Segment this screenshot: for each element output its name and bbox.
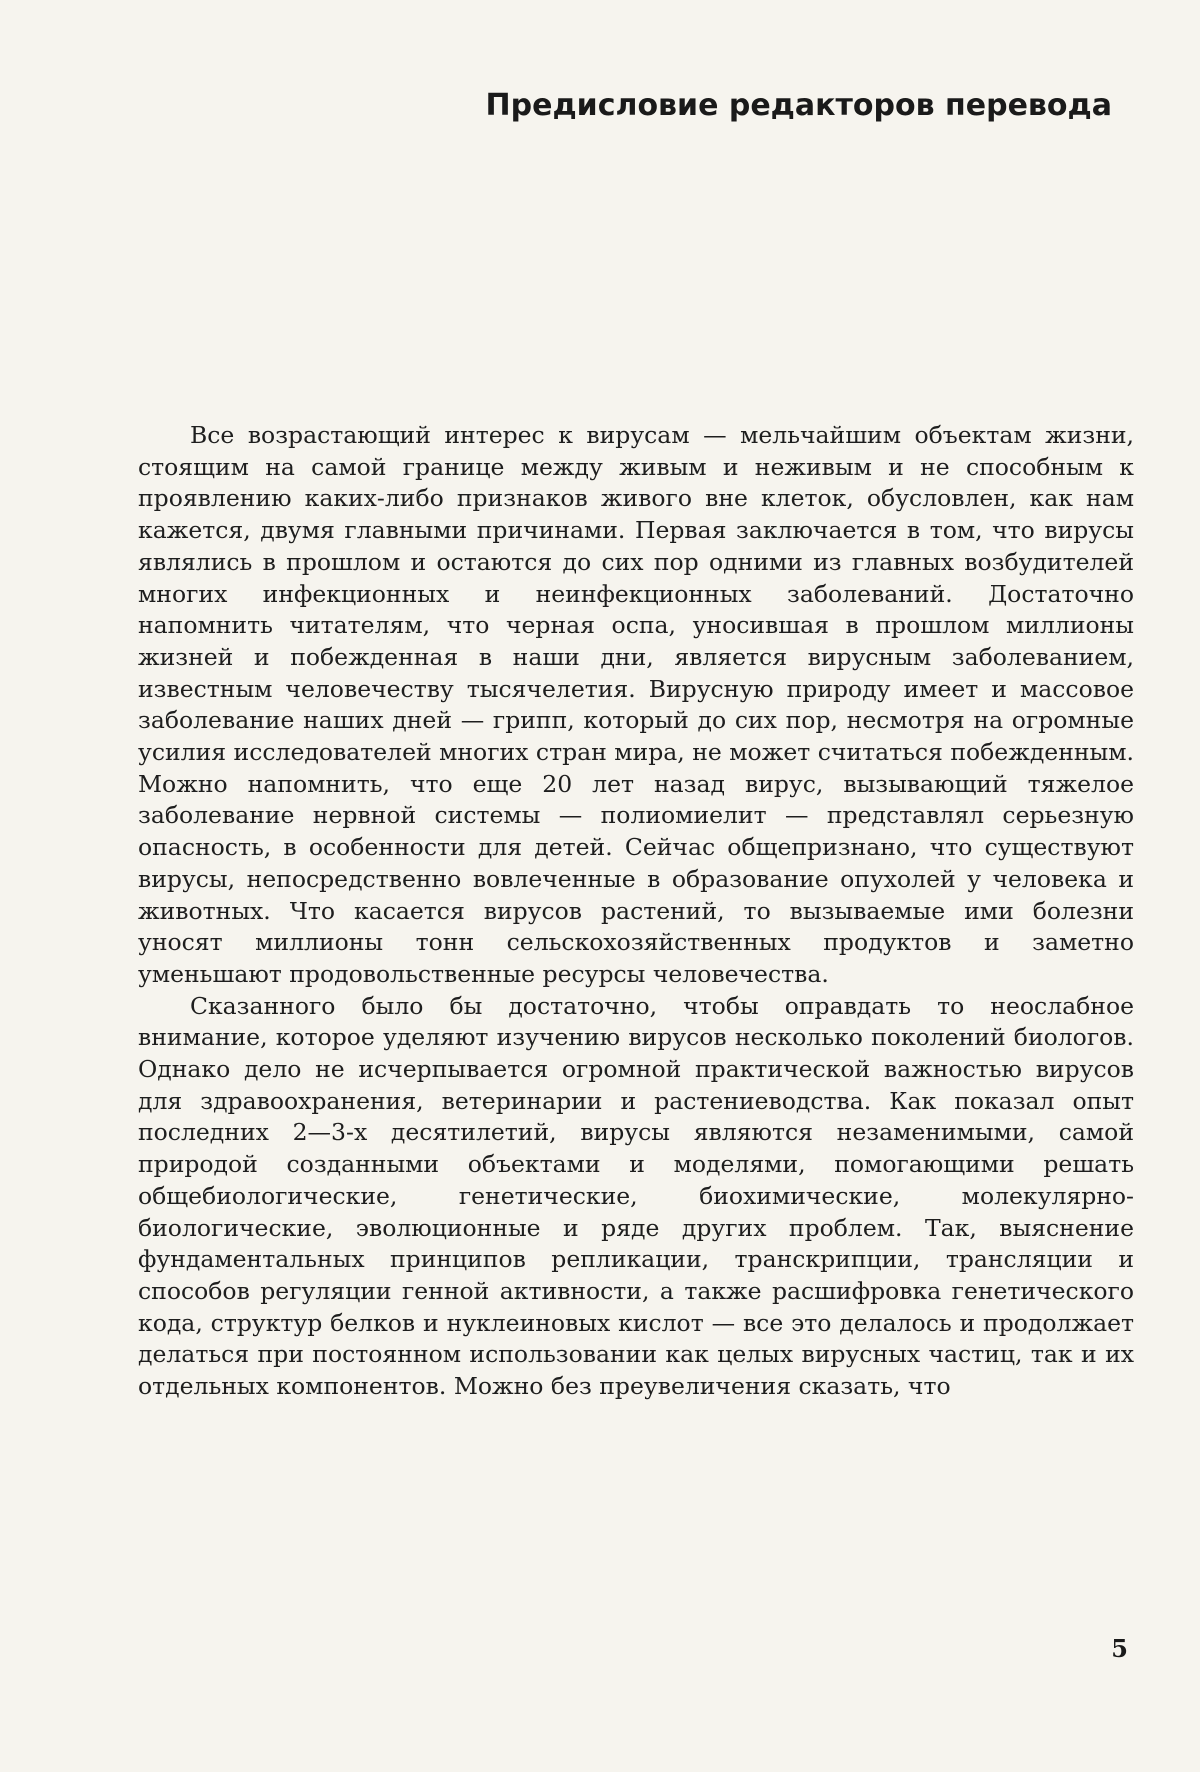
body-text xyxy=(138,420,1134,1403)
paragraph-2: Сказанного было бы достаточно, чтобы оправдать то неослабное внимание, которое уделяют изучению вирусов несколько поколений биологов. Однако дело не исчерпывается огромной практической важностью вирусов для здравоохранения, ветеринарии и растениеводства. Как показал опыт последних 2—3-х десятилетий, вирусы являются незаменимыми, самой природой созданными объектами и моделями, помогающими решать общебиологические, генетические, биохимические, молекулярно-биологические, эволюционные и ряде других проблем. Так, выяснение фундаментальных принципов репликации, транскрипции, трансляции и способов регуляции генной активности, а также расшифровка генетического кода, структур белков и нуклеиновых кислот — все это делалось и продолжает делаться при постоянном использовании как целых вирусных частиц, так и их отдельных компонентов. Можно без преувеличения сказать, что xyxy=(138,991,1134,1401)
page-title: Предисловие редакторов перевода xyxy=(485,88,1112,123)
paragraph-1: Все возрастающий интерес к вирусам — мельчайшим объектам жизни, стоящим на самой границе между живым и неживым и не способным к проявлению каких-либо признаков живого вне клеток, обусловлен, как нам кажется, двумя главными причинами. Первая заключается в том, что вирусы являлись в прошлом и остаются до сих пор одними из главных возбудителей многих инфекционных и неинфекционных заболеваний. Достаточно напомнить читателям, что черная оспа, уносившая в прошлом миллионы жизней и побежденная в наши дни, является вирусным заболеванием, известным человечеству тысячелетия. Вирусную природу имеет и массовое заболевание наших дней — грипп, который до сих пор, несмотря на огромные усилия исследователей многих стран мира, не может считаться побежденным. Можно напомнить, что еще 20 лет назад вирус, вызывающий тяжелое заболевание нервной системы — полиомиелит — представлял серьезную опасность, в особенности для детей. Сейчас общепризнано, что существуют вирусы, непосредственно вовлеченные в образование опухолей у человека и животных. Что касается вирусов растений, то вызываемые ими болезни уносят миллионы тонн сельскохозяйственных продуктов и заметно уменьшают продовольственные ресурсы человечества. xyxy=(138,421,1134,988)
page-number: 5 xyxy=(1111,1634,1128,1663)
